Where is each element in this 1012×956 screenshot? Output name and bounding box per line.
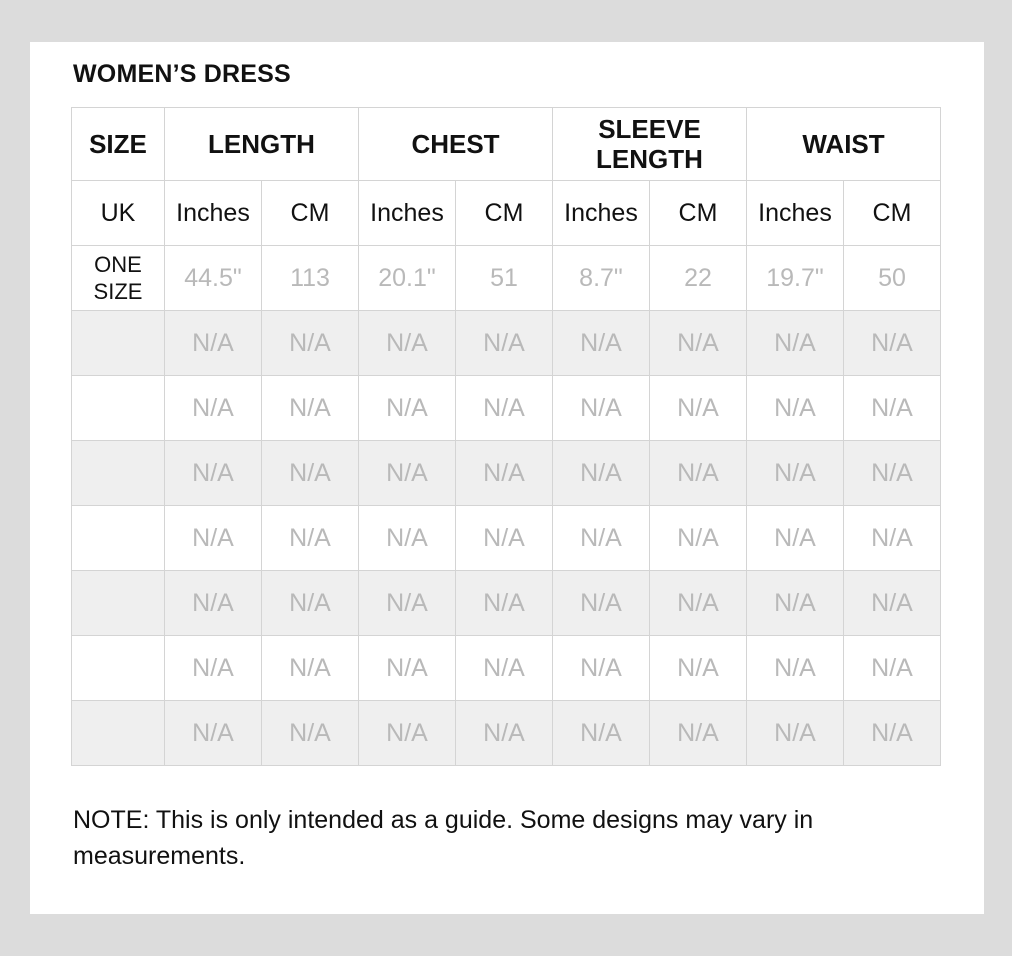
measurement-cell: N/A — [650, 571, 747, 636]
table-row — [72, 506, 941, 571]
measurement-cell: N/A — [262, 701, 359, 766]
measurement-cell: 113 — [262, 246, 359, 311]
header-unit: Inches — [359, 181, 456, 246]
header-unit: CM — [844, 181, 941, 246]
measurement-cell: N/A — [844, 636, 941, 701]
measurement-cell: N/A — [165, 571, 262, 636]
measurement-cell: N/A — [553, 376, 650, 441]
header-unit: Inches — [553, 181, 650, 246]
header-group: LENGTH — [165, 108, 359, 181]
measurement-cell: N/A — [165, 441, 262, 506]
size-cell: ONE SIZE — [72, 246, 165, 311]
measurement-cell: N/A — [650, 636, 747, 701]
note-text: NOTE: This is only intended as a guide. Some designs may vary in measurements. — [73, 806, 814, 870]
table-row — [72, 701, 941, 766]
measurement-cell: N/A — [359, 376, 456, 441]
measurement-cell: N/A — [553, 636, 650, 701]
size-table — [71, 107, 941, 766]
size-cell — [72, 571, 165, 636]
unit-row — [72, 181, 941, 246]
measurement-cell: N/A — [359, 506, 456, 571]
measurement-cell: N/A — [165, 636, 262, 701]
measurement-cell: N/A — [844, 701, 941, 766]
measurement-cell: N/A — [844, 571, 941, 636]
measurement-cell: N/A — [650, 311, 747, 376]
measurement-cell: N/A — [359, 701, 456, 766]
size-cell — [72, 701, 165, 766]
measurement-cell: N/A — [747, 506, 844, 571]
size-guide-card — [30, 42, 984, 914]
header-size: SIZE — [72, 108, 165, 181]
measurement-cell: 19.7" — [747, 246, 844, 311]
size-cell — [72, 441, 165, 506]
measurement-cell: N/A — [359, 636, 456, 701]
measurement-cell: N/A — [844, 506, 941, 571]
measurement-cell: N/A — [262, 376, 359, 441]
measurement-cell: N/A — [262, 571, 359, 636]
measurement-cell: N/A — [553, 311, 650, 376]
measurement-cell: N/A — [553, 701, 650, 766]
measurement-cell: N/A — [456, 571, 553, 636]
measurement-cell: N/A — [747, 701, 844, 766]
measurement-cell: N/A — [165, 506, 262, 571]
size-cell — [72, 506, 165, 571]
measurement-cell: N/A — [844, 376, 941, 441]
size-cell — [72, 311, 165, 376]
header-unit: Inches — [747, 181, 844, 246]
header-row — [72, 108, 941, 181]
measurement-cell: 51 — [456, 246, 553, 311]
measurement-cell: 8.7" — [553, 246, 650, 311]
measurement-cell: N/A — [359, 571, 456, 636]
measurement-cell: N/A — [456, 636, 553, 701]
measurement-cell: N/A — [844, 311, 941, 376]
measurement-cell: N/A — [456, 701, 553, 766]
measurement-cell: N/A — [456, 506, 553, 571]
measurement-cell: N/A — [650, 441, 747, 506]
table-row — [72, 246, 941, 311]
header-group: CHEST — [359, 108, 553, 181]
header-region: UK — [72, 181, 165, 246]
measurement-cell: N/A — [553, 441, 650, 506]
measurement-cell: N/A — [262, 506, 359, 571]
measurement-cell: N/A — [359, 311, 456, 376]
table-row — [72, 571, 941, 636]
measurement-cell: N/A — [165, 701, 262, 766]
measurement-cell: N/A — [747, 441, 844, 506]
measurement-cell: N/A — [650, 701, 747, 766]
measurement-cell: N/A — [747, 636, 844, 701]
measurement-cell: N/A — [262, 441, 359, 506]
table-row — [72, 441, 941, 506]
table-row — [72, 376, 941, 441]
measurement-cell: N/A — [553, 571, 650, 636]
measurement-cell: N/A — [359, 441, 456, 506]
header-unit: CM — [650, 181, 747, 246]
measurement-cell: 22 — [650, 246, 747, 311]
measurement-cell: N/A — [262, 311, 359, 376]
measurement-cell: 50 — [844, 246, 941, 311]
measurement-cell: N/A — [553, 506, 650, 571]
size-cell — [72, 636, 165, 701]
measurement-cell: N/A — [456, 311, 553, 376]
measurement-cell: 20.1" — [359, 246, 456, 311]
measurement-cell: N/A — [262, 636, 359, 701]
table-row — [72, 636, 941, 701]
measurement-cell: N/A — [747, 571, 844, 636]
measurement-cell: N/A — [650, 506, 747, 571]
header-unit: Inches — [165, 181, 262, 246]
header-group: WAIST — [747, 108, 941, 181]
header-unit: CM — [262, 181, 359, 246]
measurement-cell: N/A — [650, 376, 747, 441]
measurement-cell: 44.5" — [165, 246, 262, 311]
measurement-cell: N/A — [747, 376, 844, 441]
header-group: SLEEVE LENGTH — [553, 108, 747, 181]
measurement-cell: N/A — [456, 441, 553, 506]
table-row — [72, 311, 941, 376]
size-cell — [72, 376, 165, 441]
measurement-cell: N/A — [165, 311, 262, 376]
header-unit: CM — [456, 181, 553, 246]
measurement-cell: N/A — [456, 376, 553, 441]
measurement-cell: N/A — [165, 376, 262, 441]
measurement-cell: N/A — [747, 311, 844, 376]
measurement-cell: N/A — [844, 441, 941, 506]
chart-title: WOMEN’S DRESS — [73, 60, 291, 88]
